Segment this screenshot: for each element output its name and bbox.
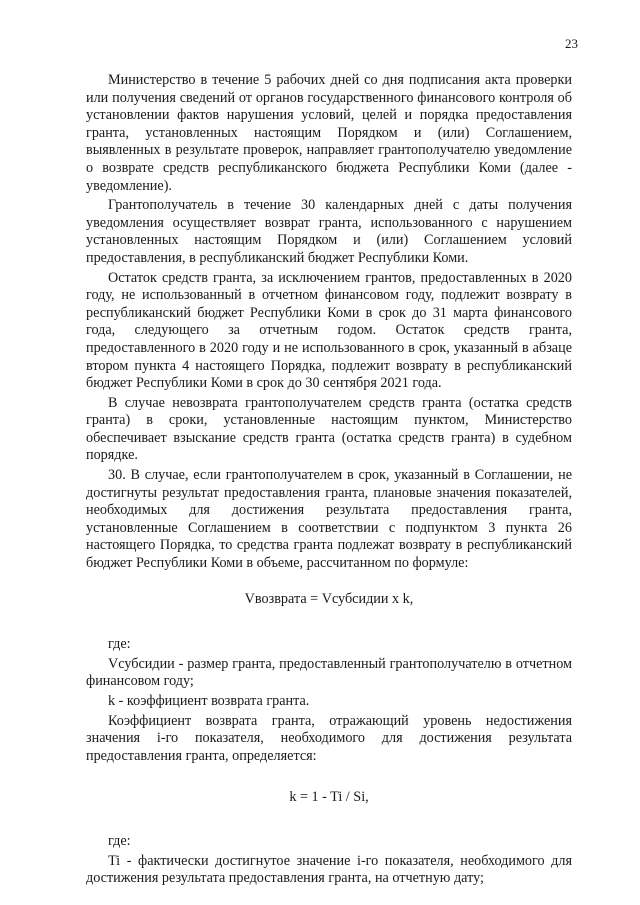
document-body	[86, 72, 572, 890]
where-label-2: где:	[108, 832, 131, 849]
paragraph-grant-return: Грантополучатель в течение 30 календарных дней с даты получения уведомления осуществляет возврат гранта, использованного с нарушением установленных настоящим Порядком и (или) Соглашением условий предоставления, в республиканский бюджет Республики Коми.	[86, 197, 572, 266]
where-label: где:	[108, 636, 131, 653]
definition-ti: Ti - фактически достигнутое значение i-го показателя, необходимого для достижения результата предоставления гранта, на отчетную дату;	[86, 852, 572, 887]
definition-k: k - коэффициент возврата гранта.	[108, 693, 310, 709]
paragraph-30: 30. В случае, если грантополучателем в срок, указанный в Соглашении, не достигнуты результат предоставления гранта, плановые значения показателей, необходимых для достижения результата предоставления гранта, установленные Соглашением в соответствии с подпунктом 3 пункта 26 настоящего Порядка, то средства гранта подлежат возврату в республиканский бюджет Республики Коми в объеме, рассчитанном по формуле:	[86, 467, 572, 572]
paragraph-ministry-notice: Министерство в течение 5 рабочих дней со дня подписания акта проверки или получения сведений от органов государственного финансового контроля об установлении фактов нарушения условий, целей и порядка предоставления гранта, установленных настоящим Порядком и (или) Соглашением, выявленных в результате проверок, направляет грантополучателю уведомление о возврате средств республиканского бюджета Республики Коми (далее - уведомление).	[86, 72, 572, 194]
paragraph-non-return: В случае невозврата грантополучателем средств гранта (остатка средств гранта) в сроки, установленные настоящим пунктом, Министерство обеспечивает взыскание средств гранта (остатка средств гранта) в судебном порядке.	[86, 394, 572, 464]
definition-v-subsidy: Vсубсидии - размер гранта, предоставленный грантополучателю в отчетном финансовом году;	[86, 655, 572, 690]
paragraph-coefficient: Коэффициент возврата гранта, отражающий уровень недостижения значения i-го показателя, необходимого для достижения результата предоставления гранта, определяется:	[86, 712, 572, 764]
formula-k: k = 1 - Ti / Si,	[289, 789, 369, 806]
page-number: 23	[565, 36, 578, 51]
formula-return-volume: Vвозврата = Vсубсидии x k,	[244, 590, 414, 607]
paragraph-grant-remainder: Остаток средств гранта, за исключением грантов, предоставленных в 2020 году, не использованный в отчетном финансовом году, подлежит возврату в республиканский бюджет Республики Коми в срок до 31 марта финансового года, следующего за отчетным годом. Остаток средств гранта, предоставленного в 2020 году и не использованного в срок, указанный в абзаце втором пункта 4 настоящего Порядка, подлежит возврату в республиканский бюджет Республики Коми в срок до 30 сентября 2021 года.	[86, 269, 572, 392]
